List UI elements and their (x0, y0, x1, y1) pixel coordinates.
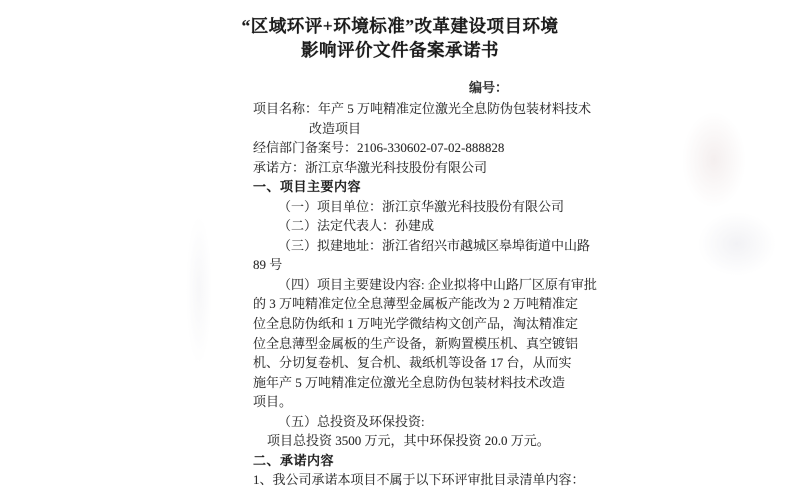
item-4-construction-content: （四）项目主要建设内容: 企业拟将中山路厂区原有审批 (278, 276, 597, 292)
item-2-legal-representative: （二）法定代表人：孙建成 (278, 218, 435, 234)
field-project-name-continued: 改造项目 (309, 120, 362, 136)
scan-artifact (698, 212, 776, 276)
serial-number-label: 编号： (469, 80, 509, 95)
section-1-heading: 一、项目主要内容 (253, 179, 362, 195)
item-4-construction-content-line: 项目。 (253, 394, 293, 410)
item-3-address: （三）拟建地址：浙江省绍兴市越城区皋埠街道中山路 (278, 237, 591, 253)
item-4-construction-content-line: 位全息防伪纸和 1 万吨光学微结构文创产品，淘汰精准定 (253, 316, 579, 332)
document-title (0, 15, 800, 62)
item-4-construction-content-line: 机、分切复卷机、复合机、裁纸机等设备 17 台，从而实 (253, 355, 572, 371)
item-4-construction-content-line: 位全息薄型金属板的生产设备，新购置模压机、真空镀铝 (253, 335, 579, 351)
scan-artifact (682, 112, 746, 208)
document-title-line-2: 影响评价文件备案承诺书 (301, 39, 499, 60)
document-title-line-1: “区域环评+环境标准”改革建设项目环境 (241, 16, 559, 36)
scan-artifact (186, 215, 212, 365)
item-3-address-continued: 89 号 (253, 257, 283, 273)
commitment-item-1: 1、我公司承诺本项目不属于以下环评审批目录清单内容： (253, 472, 585, 488)
item-5-investment-heading: （五）总投资及环保投资: (278, 413, 425, 429)
item-5-investment-detail: 项目总投资 3500 万元，其中环保投资 20.0 万元。 (267, 433, 550, 449)
field-record-number: 经信部门备案号：2106-330602-07-02-888828 (253, 140, 505, 156)
field-promisor: 承诺方：浙江京华激光科技股份有限公司 (253, 159, 488, 175)
item-1-project-unit: （一）项目单位：浙江京华激光科技股份有限公司 (278, 198, 565, 214)
field-project-name: 项目名称：年产 5 万吨精准定位激光全息防伪包装材料技术 (253, 101, 592, 116)
document-body (253, 99, 597, 490)
item-4-construction-content-line: 的 3 万吨精准定位全息薄型金属板产能改为 2 万吨精准定 (253, 296, 579, 312)
section-2-heading: 二、承诺内容 (253, 452, 335, 468)
item-4-construction-content-line: 施年产 5 万吨精准定位激光全息防伪包装材料技术改造 (253, 374, 566, 390)
